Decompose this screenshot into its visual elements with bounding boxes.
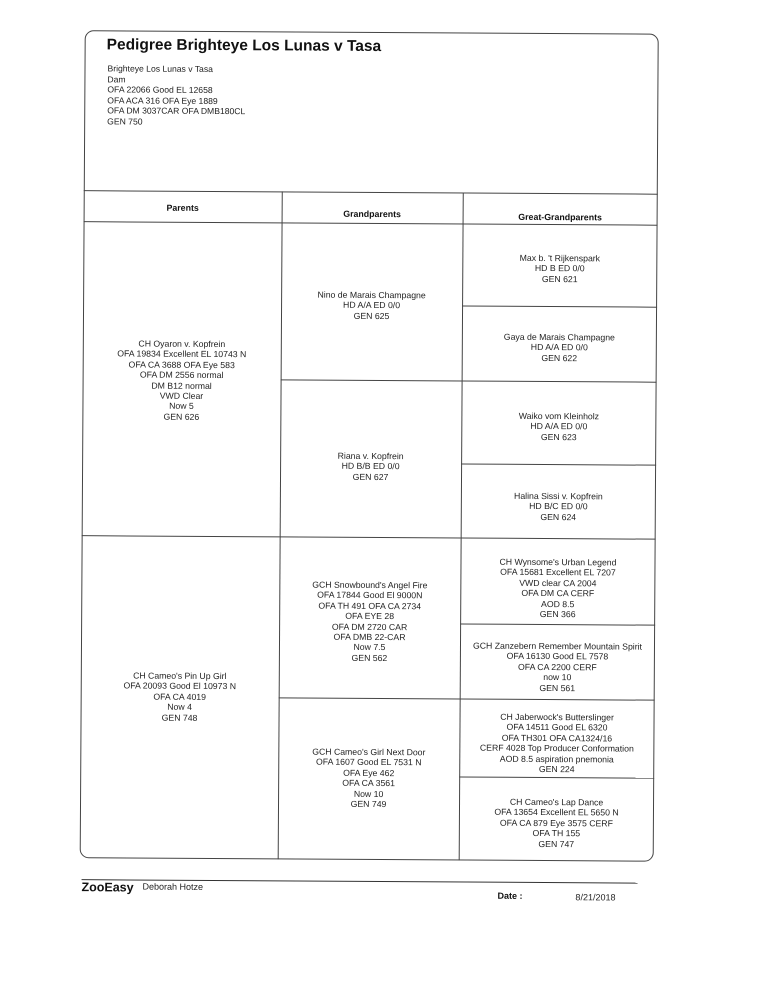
grandparent-line: Now 7.5: [353, 642, 386, 653]
subject-info: [107, 63, 245, 127]
grandparent-line: OFA TH 491 OFA CA 2734: [318, 600, 422, 612]
great-grandparent-line: GEN 747: [538, 838, 575, 849]
grandparent-4: [278, 746, 459, 810]
great-grandparent-name: Max b. 't Rijkenspark: [519, 252, 601, 264]
grandparent-name: GCH Snowbound's Angel Fire: [312, 579, 428, 591]
great-grandparent-line: OFA 13654 Excellent EL 5650 N: [494, 807, 619, 818]
parent-sire-line: OFA DM 2556 normal: [139, 369, 224, 381]
parent-sire-line: VWD Clear: [159, 390, 204, 401]
great-grandparent-line: AOD 8.5 aspiration pnemonia: [499, 753, 614, 765]
grandparent-3: [279, 579, 461, 663]
grandparent-line: GEN 627: [352, 471, 389, 482]
great-grandparent-line: GEN 624: [540, 511, 577, 523]
subject-gen: GEN 750: [107, 115, 143, 127]
great-grandparent-line: OFA CA 2200 CERF: [517, 661, 597, 673]
grandparent-line: OFA 1607 Good EL 7531 N: [316, 757, 422, 768]
great-grandparent-1: [462, 252, 657, 284]
great-grandparent-line: GEN 622: [541, 352, 578, 364]
great-grandparent-2: [462, 331, 657, 363]
great-grandparent-line: OFA DM CA CERF: [521, 588, 595, 599]
grandparent-line: HD B/B ED 0/0: [341, 461, 400, 472]
header-grandparents: Grandparents: [343, 208, 401, 220]
date-value: 8/21/2018: [575, 892, 616, 903]
date-label: Date :: [497, 890, 523, 901]
grandparent-line: OFA 17844 Good El 9000N: [317, 590, 423, 601]
grandparent-2: [280, 450, 461, 482]
great-grandparent-name: Waiko vom Kleinholz: [518, 410, 600, 422]
great-grandparent-3: [461, 410, 656, 442]
great-grandparent-7: [459, 711, 654, 775]
parent-dam-line: Now 4: [167, 701, 192, 713]
zooeasy-logo: ZooEasy: [81, 880, 134, 895]
header-great-grandparents: Great-Grandparents: [518, 211, 602, 223]
grandparent-line: OFA EYE 28: [345, 611, 395, 622]
great-grandparent-line: OFA TH301 OFA CA1324/16: [501, 732, 613, 744]
parent-dam-line: GEN 748: [161, 712, 198, 723]
great-grandparent-line: OFA 16130 Good EL 7578: [506, 651, 609, 662]
great-grandparent-line: AOD 8.5: [541, 598, 575, 609]
great-grandparent-line: now 10: [543, 672, 572, 683]
parent-sire-line: OFA 19834 Excellent EL 10743 N: [117, 348, 247, 360]
great-grandparent-line: GEN 366: [539, 609, 576, 620]
great-grandparent-line: OFA 15681 Excellent EL 7207: [500, 567, 616, 578]
grandparent-line: OFA DM 2720 CAR: [331, 621, 408, 632]
parent-dam: [81, 670, 279, 723]
owner-name: Deborah Hotze: [142, 881, 204, 892]
great-grandparent-line: OFA 14511 Good EL 6320: [506, 722, 608, 733]
great-grandparent-6: [460, 640, 655, 693]
subject-ofa-cardiac-eye: OFA ACA 316 OFA Eye 1889: [107, 94, 218, 106]
great-grandparent-line: HD B ED 0/0: [534, 263, 585, 274]
page-title: Pedigree Brighteye Los Lunas v Tasa: [106, 36, 382, 55]
parent-sire-line: GEN 626: [163, 411, 200, 422]
grandparent-line: GEN 749: [350, 798, 387, 810]
grandparent-line: HD A/A ED 0/0: [343, 300, 401, 311]
grandparent-line: GEN 562: [351, 652, 388, 663]
great-grandparent-name: Gaya de Marais Champagne: [503, 331, 615, 343]
great-grandparent-line: OFA TH 155: [532, 828, 581, 839]
great-grandparent-name: GCH Zanzebern Remember Mountain Spirit: [472, 640, 643, 652]
grandparent-name: Riana v. Kopfrein: [337, 450, 404, 462]
grandparent-line: OFA DMB 22-CAR: [333, 631, 406, 643]
parent-sire-line: DM B12 normal: [151, 380, 212, 391]
parent-sire-name: CH Oyaron v. Kopfrein: [138, 338, 226, 350]
great-grandparent-line: CERF 4028 Top Producer Conformation: [479, 742, 634, 754]
parent-sire-line: Now 5: [169, 401, 194, 412]
great-grandparent-name: CH Jaberwock's Butterslinger: [500, 711, 614, 723]
parent-dam-line: OFA 20093 Good El 10973 N: [123, 680, 237, 692]
great-grandparent-line: GEN 561: [539, 682, 576, 693]
great-grandparent-line: OFA CA 879 Eye 3575 CERF: [499, 817, 613, 829]
parent-sire-line: OFA CA 3688 OFA Eye 583: [128, 359, 235, 370]
grandparent-line: OFA Eye 462: [343, 767, 395, 778]
subject-ofa-hips: OFA 22066 Good EL 12658: [107, 84, 213, 95]
great-grandparent-name: Halina Sissi v. Kopfrein: [514, 490, 603, 502]
grandparent-line: Now 10: [353, 788, 384, 799]
great-grandparent-line: GEN 621: [541, 273, 578, 285]
header-parents: Parents: [166, 202, 199, 213]
great-grandparent-5: [460, 556, 655, 620]
parent-sire: [82, 338, 281, 422]
great-grandparent-line: GEN 623: [540, 431, 577, 443]
great-grandparent-line: HD A/A ED 0/0: [530, 421, 588, 432]
great-grandparent-name: CH Wynsome's Urban Legend: [499, 556, 617, 568]
subject-sex: Dam: [107, 73, 126, 84]
great-grandparent-line: HD A/A ED 0/0: [530, 342, 588, 353]
parent-dam-name: CH Cameo's Pin Up Girl: [133, 670, 227, 682]
subject-name: Brighteye Los Lunas v Tasa: [107, 63, 213, 74]
great-grandparent-line: HD B/C ED 0/0: [529, 501, 588, 512]
great-grandparent-line: VWD clear CA 2004: [519, 577, 597, 589]
grandparent-line: OFA CA 3561: [342, 777, 395, 789]
grandparent-name: Nino de Marais Champagne: [317, 289, 426, 301]
great-grandparent-8: [459, 796, 654, 849]
grandparent-name: GCH Cameo's Girl Next Door: [312, 746, 426, 758]
great-grandparent-line: GEN 224: [538, 764, 575, 775]
parent-dam-line: OFA CA 4019: [153, 691, 207, 702]
grandparent-line: GEN 625: [353, 310, 390, 321]
subject-ofa-dm: OFA DM 3037CAR OFA DMB180CL: [107, 105, 246, 117]
grandparent-1: [281, 289, 462, 321]
great-grandparent-name: CH Cameo's Lap Dance: [509, 796, 604, 808]
great-grandparent-4: [461, 490, 656, 522]
